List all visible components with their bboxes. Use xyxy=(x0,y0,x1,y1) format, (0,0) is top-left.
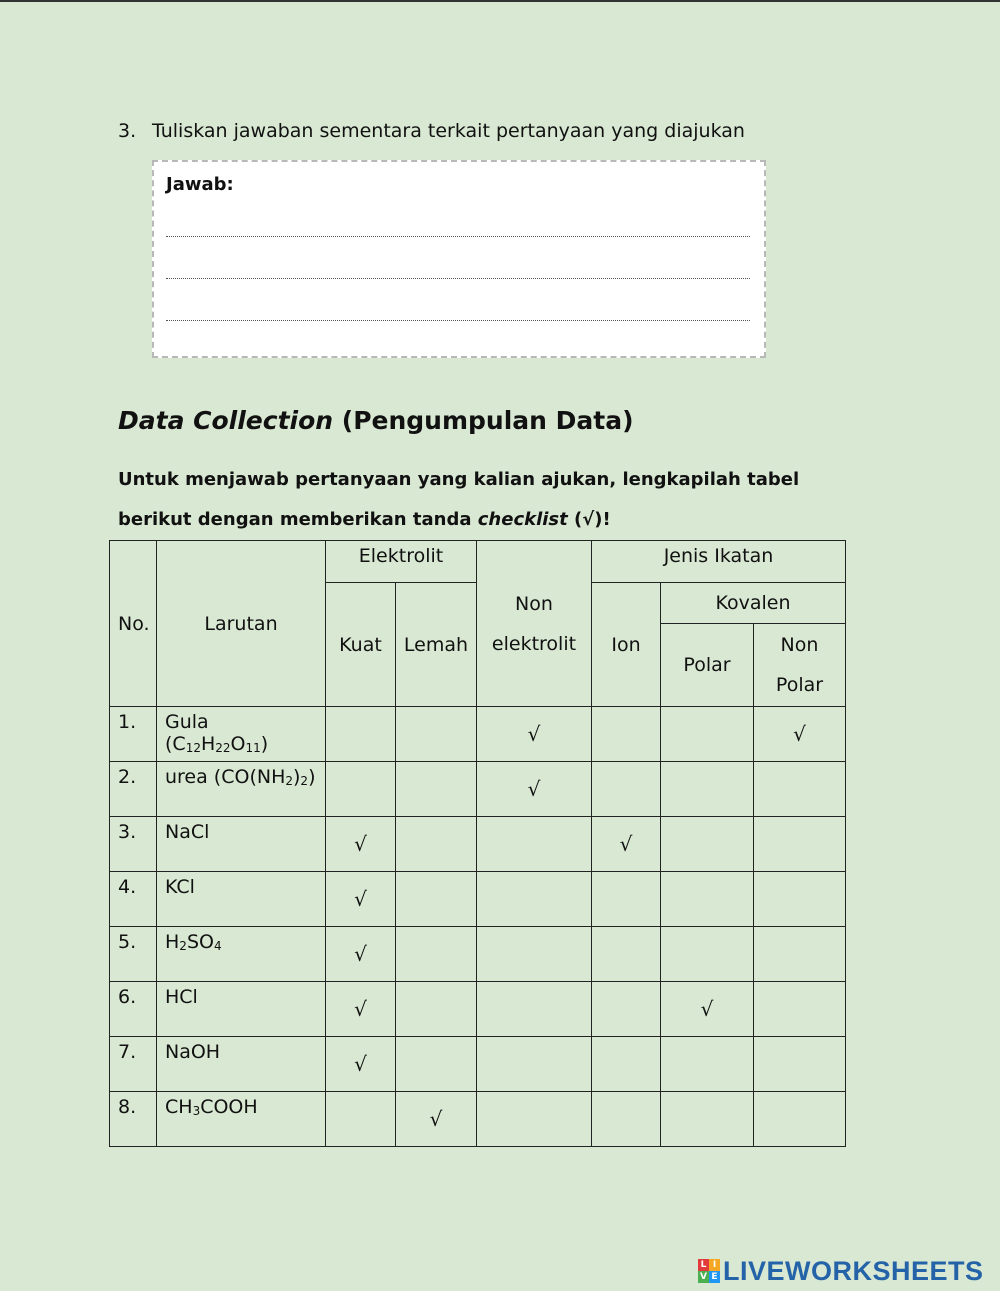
section-title-italic: Data Collection xyxy=(118,406,334,435)
check-cell-kuat[interactable] xyxy=(326,1037,396,1092)
row-larutan: HCl xyxy=(157,982,326,1037)
header-larutan: Larutan xyxy=(157,541,326,707)
table-row xyxy=(110,707,846,762)
header-non-polar xyxy=(754,624,846,707)
row-number: 3. xyxy=(110,817,157,872)
row-larutan: $H_2SO_4$ xyxy=(157,927,326,982)
check-cell-ion[interactable] xyxy=(592,872,661,927)
answer-box[interactable] xyxy=(152,160,766,358)
header-non-polar-line-1: Non xyxy=(780,634,819,656)
check-mark: √ xyxy=(527,722,541,746)
check-cell-polar[interactable] xyxy=(661,762,754,817)
check-cell-kuat[interactable] xyxy=(326,762,396,817)
table-row xyxy=(110,872,846,927)
question-3 xyxy=(118,120,745,142)
check-cell-lemah[interactable] xyxy=(396,1037,477,1092)
answer-label: Jawab: xyxy=(166,174,234,195)
check-cell-polar[interactable] xyxy=(661,982,754,1037)
row-larutan: Gula $(C_{12}H_{22}O_{11})$ xyxy=(157,707,326,762)
check-cell-lemah[interactable] xyxy=(396,762,477,817)
header-ion: Ion xyxy=(592,583,661,707)
table-row xyxy=(110,927,846,982)
check-cell-nonpolar[interactable] xyxy=(754,707,846,762)
check-cell-lemah[interactable] xyxy=(396,927,477,982)
check-cell-kuat[interactable] xyxy=(326,927,396,982)
check-cell-lemah[interactable] xyxy=(396,982,477,1037)
check-mark: √ xyxy=(619,832,633,856)
header-elektrolit: Elektrolit xyxy=(326,541,477,583)
logo-square: I xyxy=(709,1259,720,1271)
check-cell-ion[interactable] xyxy=(592,1037,661,1092)
check-cell-nonpolar[interactable] xyxy=(754,872,846,927)
check-cell-kuat[interactable] xyxy=(326,1092,396,1147)
check-cell-ion[interactable] xyxy=(592,927,661,982)
answer-line-2[interactable] xyxy=(166,278,750,279)
header-no: No. xyxy=(110,541,157,707)
header-polar: Polar xyxy=(661,624,754,707)
check-cell-kuat[interactable] xyxy=(326,982,396,1037)
row-number: 6. xyxy=(110,982,157,1037)
check-cell-kuat[interactable] xyxy=(326,817,396,872)
section-title-rest: (Pengumpulan Data) xyxy=(333,406,634,435)
check-cell-non[interactable] xyxy=(477,817,592,872)
check-cell-lemah[interactable] xyxy=(396,1092,477,1147)
check-cell-polar[interactable] xyxy=(661,817,754,872)
check-cell-non[interactable] xyxy=(477,982,592,1037)
answer-line-1[interactable] xyxy=(166,236,750,237)
check-mark: √ xyxy=(700,997,714,1021)
check-cell-lemah[interactable] xyxy=(396,872,477,927)
table-row xyxy=(110,1092,846,1147)
question-text: Tuliskan jawaban sementara terkait pertanyaan yang diajukan xyxy=(152,120,745,142)
row-larutan: urea $(CO(NH_2)_2)$ xyxy=(157,762,326,817)
instruction-part-2: (√)! xyxy=(567,509,611,530)
header-non-elektrolit-line-2: elektrolit xyxy=(491,632,577,655)
check-cell-non[interactable] xyxy=(477,762,592,817)
check-cell-ion[interactable] xyxy=(592,1092,661,1147)
check-cell-non[interactable] xyxy=(477,872,592,927)
check-cell-nonpolar[interactable] xyxy=(754,982,846,1037)
check-cell-lemah[interactable] xyxy=(396,707,477,762)
row-larutan: $CH_3COOH$ xyxy=(157,1092,326,1147)
liveworksheets-logo xyxy=(698,1256,984,1286)
liveworksheets-logo-icon xyxy=(698,1259,720,1283)
check-cell-non[interactable] xyxy=(477,927,592,982)
check-cell-nonpolar[interactable] xyxy=(754,1092,846,1147)
check-cell-polar[interactable] xyxy=(661,1092,754,1147)
check-cell-kuat[interactable] xyxy=(326,872,396,927)
row-number: 5. xyxy=(110,927,157,982)
check-mark: √ xyxy=(793,722,806,746)
check-mark: √ xyxy=(354,942,367,966)
data-table xyxy=(109,540,846,1147)
instruction-text xyxy=(118,460,838,540)
check-cell-ion[interactable] xyxy=(592,982,661,1037)
check-mark: √ xyxy=(354,1052,367,1076)
row-larutan: NaCl xyxy=(157,817,326,872)
header-kovalen: Kovalen xyxy=(661,583,846,624)
table-body xyxy=(110,707,846,1147)
check-cell-nonpolar[interactable] xyxy=(754,1037,846,1092)
check-mark: √ xyxy=(354,997,367,1021)
check-cell-polar[interactable] xyxy=(661,707,754,762)
logo-text: LIVEWORKSHEETS xyxy=(723,1255,984,1286)
check-cell-ion[interactable] xyxy=(592,817,661,872)
header-lemah: Lemah xyxy=(396,583,477,707)
table-row xyxy=(110,817,846,872)
check-cell-non[interactable] xyxy=(477,1037,592,1092)
check-cell-nonpolar[interactable] xyxy=(754,927,846,982)
table-row xyxy=(110,762,846,817)
check-cell-non[interactable] xyxy=(477,707,592,762)
table-row xyxy=(110,982,846,1037)
check-cell-kuat[interactable] xyxy=(326,707,396,762)
header-kuat: Kuat xyxy=(326,583,396,707)
check-cell-nonpolar[interactable] xyxy=(754,762,846,817)
header-jenis-ikatan: Jenis Ikatan xyxy=(592,541,846,583)
check-cell-nonpolar[interactable] xyxy=(754,817,846,872)
check-cell-polar[interactable] xyxy=(661,872,754,927)
section-title xyxy=(118,406,634,435)
row-number: 1. xyxy=(110,707,157,762)
check-mark: √ xyxy=(429,1107,443,1131)
row-number: 8. xyxy=(110,1092,157,1147)
check-cell-non[interactable] xyxy=(477,1092,592,1147)
answer-line-3[interactable] xyxy=(166,320,750,321)
header-non-polar-line-2: Polar xyxy=(775,674,824,696)
check-cell-polar[interactable] xyxy=(661,1037,754,1092)
table-row xyxy=(110,1037,846,1092)
check-cell-polar[interactable] xyxy=(661,927,754,982)
header-non-elektrolit-line-1: Non xyxy=(515,592,553,615)
row-larutan: KCl xyxy=(157,872,326,927)
logo-square: E xyxy=(709,1271,720,1283)
row-number: 4. xyxy=(110,872,157,927)
logo-square: L xyxy=(698,1259,709,1271)
row-number: 2. xyxy=(110,762,157,817)
check-mark: √ xyxy=(527,777,541,801)
row-number: 7. xyxy=(110,1037,157,1092)
logo-square: V xyxy=(698,1271,709,1283)
check-cell-lemah[interactable] xyxy=(396,817,477,872)
row-larutan: NaOH xyxy=(157,1037,326,1092)
instruction-part-1: Untuk menjawab pertanyaan yang kalian ajukan, lengkapilah tabel berikut dengan memberikan tanda xyxy=(118,469,800,530)
check-cell-ion[interactable] xyxy=(592,707,661,762)
header-non-elektrolit xyxy=(477,541,592,707)
top-border xyxy=(0,0,1000,2)
check-mark: √ xyxy=(354,832,367,856)
question-number: 3. xyxy=(118,120,137,142)
check-mark: √ xyxy=(354,887,367,911)
check-cell-ion[interactable] xyxy=(592,762,661,817)
instruction-italic: checklist xyxy=(477,509,568,530)
